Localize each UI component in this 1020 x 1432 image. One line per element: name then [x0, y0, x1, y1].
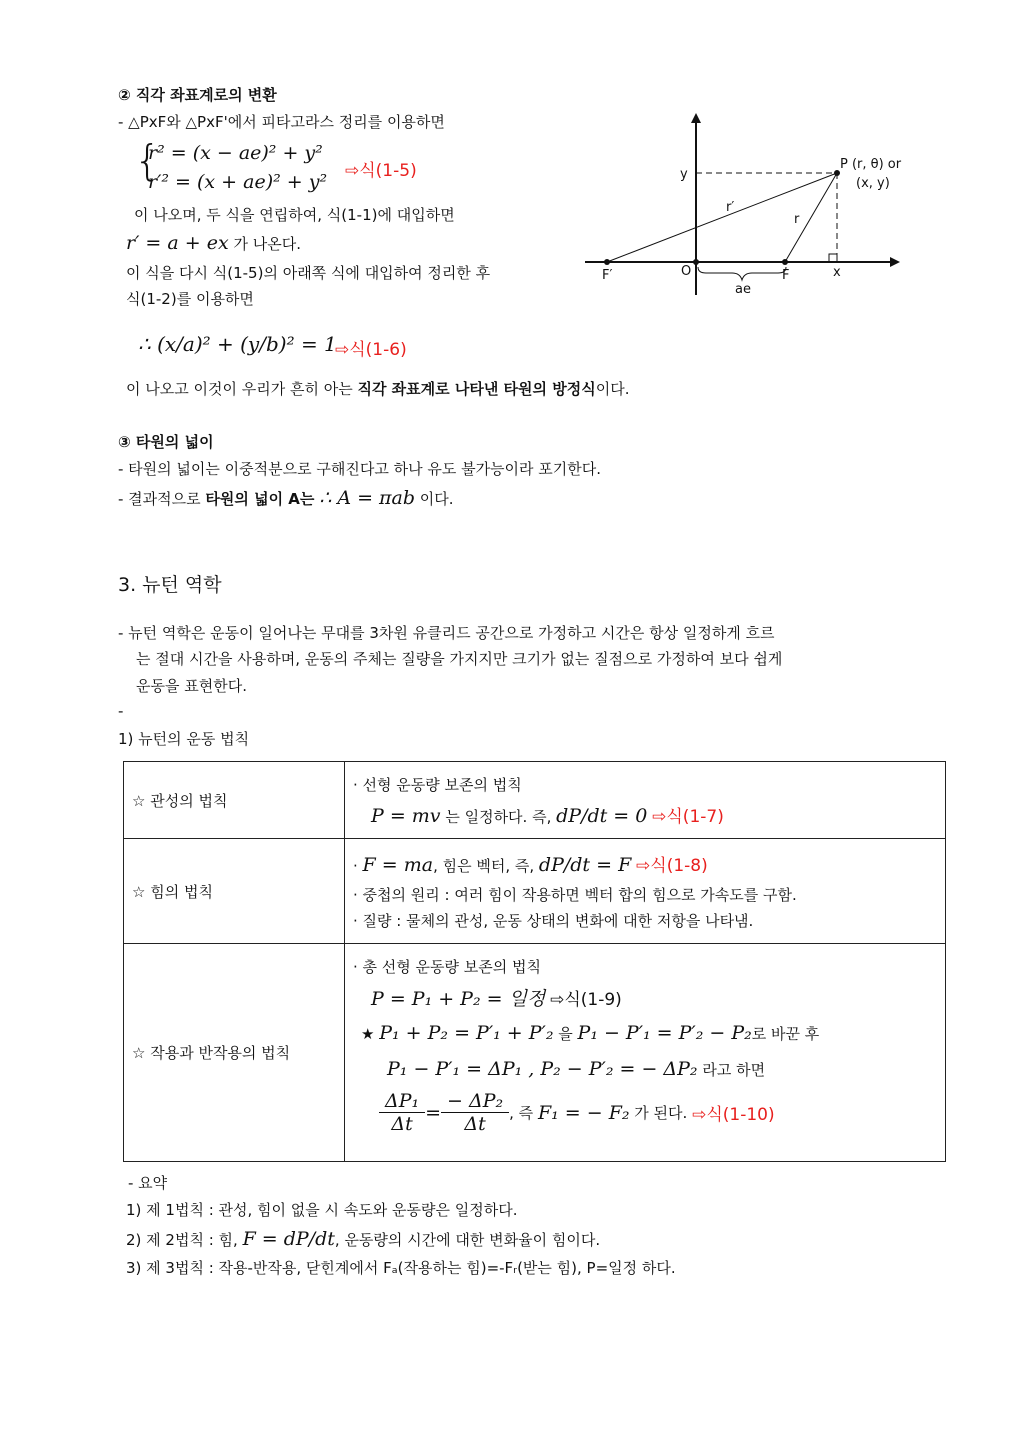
label: O: [681, 264, 692, 279]
r-line: [785, 173, 837, 262]
equation: ∴ (x/a)² + (y/b)² = 1: [138, 332, 337, 356]
equation-ref: ⇨식(1-7): [652, 807, 724, 827]
law-name: ☆ 힘의 법칙: [124, 839, 345, 944]
text: 는 일정하다. 즉,: [445, 808, 552, 826]
table-row: [124, 944, 946, 1162]
equation-ref: ⇨식(1-6): [335, 340, 407, 360]
text-bold: 직각 좌표계로 나타낸 타원의 방정식: [357, 380, 596, 398]
numerator: − ΔP₂: [441, 1090, 509, 1113]
paragraph-line: 는 절대 시간을 사용하며, 운동의 주체는 질량을 가지지만 크기가 없는 질점으로 가정하여 보다 쉽게: [136, 650, 783, 668]
text-line: - △PxF와 △PxF'에서 피타고라스 정리를 이용하면: [118, 113, 445, 131]
arrow-icon: [890, 257, 900, 267]
denominator: Δt: [391, 1113, 413, 1135]
equation: dP/dt = 0: [556, 805, 648, 827]
equation: P₁ − P′₁ = P′₂ − P₂: [577, 1022, 752, 1044]
ellipse-coordinate-diagram: [580, 105, 910, 305]
equation: ∴ A = πab: [319, 487, 416, 509]
text-line: · 총 선형 운동량 보존의 법칙: [353, 958, 541, 976]
text: , 즉: [509, 1104, 534, 1122]
law-name: ☆ 작용과 반작용의 법칙: [124, 944, 345, 1162]
text-line: · 선형 운동량 보존의 법칙: [353, 776, 522, 794]
text: 가 된다.: [634, 1104, 688, 1122]
equation: P = mv: [371, 805, 441, 827]
fraction-equation: $\frac{\text{ΔP₁}}{\Delta t}$ = $\frac{\text{− ΔP₂}}{\Delta t}$ , 즉 F₁ = − F₂ 가 된다. ⇨식(1-10): [379, 1090, 775, 1135]
text: 2) 제 2법칙 : 힘,: [126, 1231, 238, 1249]
paragraph-line: 운동을 표현한다.: [136, 677, 247, 695]
text-line: · 중첩의 원리 : 여러 힘이 작용하면 벡터 합의 힘으로 가속도를 구함.: [353, 886, 797, 904]
summary-item: 3) 제 3법칙 : 작용-반작용, 닫힌계에서 Fₐ(작용하는 힘)=-Fᵣ(받는 힘), P=일정 하다.: [126, 1259, 676, 1277]
law-name: ☆ 관성의 법칙: [124, 762, 345, 839]
label: r′: [726, 200, 735, 215]
text-line: -: [118, 702, 124, 720]
equation: P₁ + P₂ = P′₁ + P′₂: [379, 1022, 554, 1044]
label: r: [794, 212, 800, 227]
equation: r′ = a + ex: [126, 232, 229, 254]
equation: P₁ − P′₁ = ΔP₁ , P₂ − P′₂ = − ΔP₂: [387, 1058, 698, 1080]
equation: P = P₁ + P₂ = 일정: [371, 988, 546, 1010]
text: , 힘은 벡터, 즉,: [433, 857, 535, 875]
star-icon: ★: [361, 1025, 375, 1043]
text-line: 이 식을 다시 식(1-5)의 아래쪽 식에 대입하여 정리한 후: [126, 264, 491, 282]
text-line: 이 나오며, 두 식을 연립하여, 식(1-1)에 대입하면: [134, 206, 455, 224]
label: ae: [735, 282, 751, 297]
paragraph-line: - 뉴턴 역학은 운동이 일어나는 무대를 3차원 유클리드 공간으로 가정하고 시간은 항상 일정하게 흐르: [118, 624, 775, 642]
text: 이다.: [419, 490, 454, 508]
section-heading: ③ 타원의 넓이: [118, 433, 214, 451]
text: 이다.: [595, 380, 630, 398]
text-line: · 질량 : 물체의 관성, 운동 상태의 변화에 대한 저항을 나타냄.: [353, 912, 754, 930]
numerator: ΔP₁: [379, 1090, 425, 1113]
equation-ref: ⇨식(1-5): [345, 161, 417, 181]
equation-ref: ⇨식(1-10): [692, 1105, 775, 1125]
newton-laws-table: [123, 761, 946, 1162]
label: x: [833, 265, 841, 280]
text-line: 식(1-2)를 이용하면: [126, 290, 254, 308]
chapter-heading: 3. 뉴턴 역학: [118, 574, 222, 596]
fraction: [379, 1090, 425, 1135]
summary-title: - 요약: [128, 1174, 168, 1192]
section-heading: ② 직각 좌표계로의 변환: [118, 86, 277, 104]
denominator: Δt: [464, 1113, 486, 1135]
text: 을: [558, 1025, 573, 1043]
equation-ref: ⇨식(1-9): [550, 990, 622, 1010]
brace: [698, 267, 786, 280]
label: F: [782, 268, 790, 283]
equation: F = ma: [362, 854, 434, 876]
text: 라고 하면: [702, 1061, 766, 1079]
text: 가 나온다.: [233, 235, 301, 253]
brace: {: [134, 136, 161, 185]
text: 로 바꾼 후: [751, 1025, 820, 1043]
label: F′: [602, 268, 613, 283]
text: , 운동량의 시간에 대한 변화율이 힘이다.: [334, 1231, 601, 1249]
text: 이 나오고 이것이 우리가 흔히 아는: [126, 380, 358, 398]
arrow-icon: [691, 113, 701, 123]
summary-item: 1) 제 1법칙 : 관성, 힘이 없을 시 속도와 운동량은 일정하다.: [126, 1201, 518, 1219]
label: (x, y): [856, 176, 890, 191]
equation-ref: ⇨식(1-8): [636, 856, 708, 876]
text-line: - 타원의 넓이는 이중적분으로 구해진다고 하나 유도 불가능이라 포기한다.: [118, 460, 602, 478]
table-row: [124, 762, 946, 839]
text-bold: 타원의 넓이 A는: [205, 490, 315, 508]
label: y: [680, 167, 688, 182]
equation: F₁ = − F₂: [537, 1101, 630, 1124]
fraction: [441, 1090, 509, 1135]
equation: F = dP/dt: [242, 1228, 335, 1250]
equation: dP/dt = F: [538, 854, 632, 876]
label: P (r, θ) or: [840, 157, 902, 172]
equation: r′² = (x + ae)² + y²: [148, 171, 328, 193]
right-angle-mark: [829, 254, 837, 262]
text: - 결과적으로: [118, 490, 206, 508]
equation: r² = (x − ae)² + y²: [148, 142, 323, 164]
table-row: ☆ 힘의 법칙 · F = ma, 힘은 벡터, 즉, dP/dt = F ⇨식(1-8) · 중첩의 원리 : 여러 힘이 작용하면 벡터 합의 힘으로 가속도를 구함. · 질량 : 물체의 관성, 운동 상태의 변화에 대한 저항을 나타냄.: [124, 839, 946, 944]
subheading: 1) 뉴턴의 운동 법칙: [118, 730, 250, 748]
r-prime-line: [607, 173, 837, 262]
